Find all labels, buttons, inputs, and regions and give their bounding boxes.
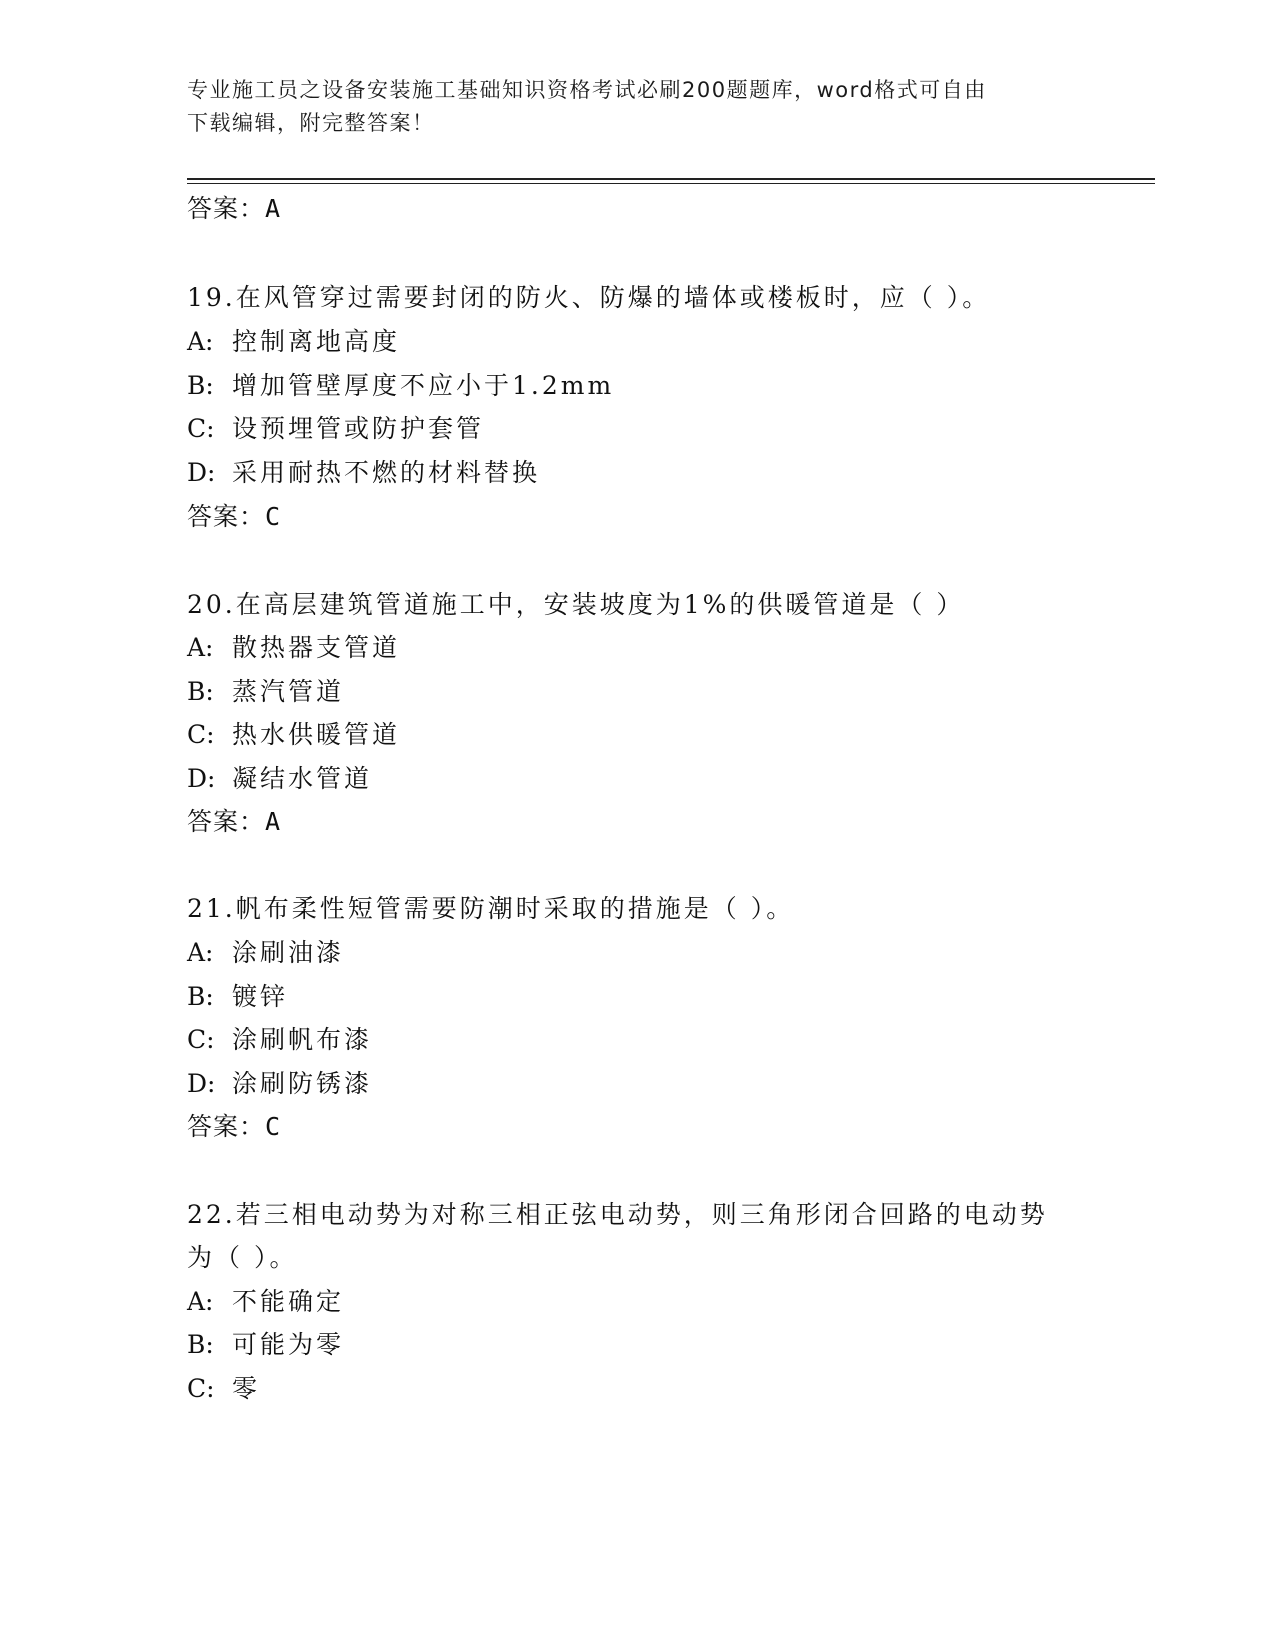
option-label: C:	[187, 720, 215, 749]
answer-prefix: 答案：	[187, 1112, 266, 1141]
question-19-option-a	[187, 326, 400, 358]
option-text: 零	[232, 1374, 261, 1403]
option-label: B:	[187, 371, 214, 400]
option-label: B:	[187, 982, 214, 1011]
option-label: D:	[187, 458, 216, 487]
question-21-stem: 21.帆布柔性短管需要防潮时采取的措施是（ ）。	[187, 894, 795, 923]
option-label: A:	[187, 938, 214, 967]
answer-value: C	[265, 502, 282, 531]
option-text: 控制离地高度	[232, 327, 401, 356]
question-19-option-b	[187, 370, 614, 402]
question-19-option-c	[187, 413, 484, 445]
question-19-option-d	[187, 457, 540, 489]
option-text: 凝结水管道	[232, 764, 373, 793]
option-text: 涂刷油漆	[232, 938, 345, 967]
option-text: 热水供暖管道	[232, 720, 401, 749]
option-label: C:	[187, 1374, 215, 1403]
option-text: 可能为零	[232, 1330, 345, 1359]
option-label: C:	[187, 1025, 215, 1054]
question-22-option-a	[187, 1286, 344, 1318]
option-text: 涂刷防锈漆	[232, 1069, 373, 1098]
option-label: A:	[187, 1287, 214, 1316]
option-text: 蒸汽管道	[232, 677, 345, 706]
question-19-stem: 19.在风管穿过需要封闭的防火、防爆的墙体或楼板时，应（ ）。	[187, 283, 991, 312]
answer-q18	[187, 193, 281, 225]
header-line-1: 专业施工员之设备安装施工基础知识资格考试必刷200题题库，word格式可自由	[187, 78, 987, 102]
option-label: A:	[187, 633, 214, 662]
document-header	[187, 74, 1087, 140]
question-20-option-b	[187, 676, 344, 708]
answer-prefix: 答案：	[187, 807, 266, 836]
option-label: A:	[187, 327, 214, 356]
answer-q20	[187, 806, 281, 838]
question-22-stem-line-2: 为（ ）。	[187, 1243, 298, 1272]
question-22-option-b	[187, 1329, 344, 1361]
answer-value: C	[265, 1112, 282, 1141]
question-21-option-b	[187, 981, 288, 1013]
question-21-option-a	[187, 937, 344, 969]
question-20-stem: 20.在高层建筑管道施工中，安装坡度为1%的供暖管道是（ ）	[187, 590, 965, 619]
question-21-option-d	[187, 1068, 372, 1100]
answer-prefix: 答案：	[187, 194, 266, 223]
answer-q21	[187, 1111, 281, 1143]
option-label: D:	[187, 1069, 216, 1098]
question-20-option-c	[187, 719, 400, 751]
answer-value: A	[265, 194, 282, 223]
option-label: B:	[187, 1330, 214, 1359]
answer-q19	[187, 501, 281, 533]
answer-prefix: 答案：	[187, 502, 266, 531]
option-label: D:	[187, 764, 216, 793]
question-20-option-d	[187, 763, 372, 795]
header-divider-thin	[187, 183, 1155, 184]
option-text: 增加管壁厚度不应小于1.2mm	[232, 371, 615, 400]
option-text: 涂刷帆布漆	[232, 1025, 373, 1054]
question-22-stem-line-1: 22.若三相电动势为对称三相正弦电动势，则三角形闭合回路的电动势	[187, 1200, 1048, 1229]
option-text: 散热器支管道	[232, 633, 401, 662]
header-divider-thick	[187, 178, 1155, 180]
option-label: B:	[187, 677, 214, 706]
option-text: 采用耐热不燃的材料替换	[232, 458, 541, 487]
option-text: 镀锌	[232, 982, 289, 1011]
answer-value: A	[265, 807, 282, 836]
question-20-option-a	[187, 632, 400, 664]
option-text: 不能确定	[232, 1287, 345, 1316]
option-label: C:	[187, 414, 215, 443]
question-21-option-c	[187, 1024, 372, 1056]
header-line-2: 下载编辑，附完整答案！	[187, 111, 435, 135]
option-text: 设预埋管或防护套管	[232, 414, 485, 443]
question-22-option-c	[187, 1373, 260, 1405]
